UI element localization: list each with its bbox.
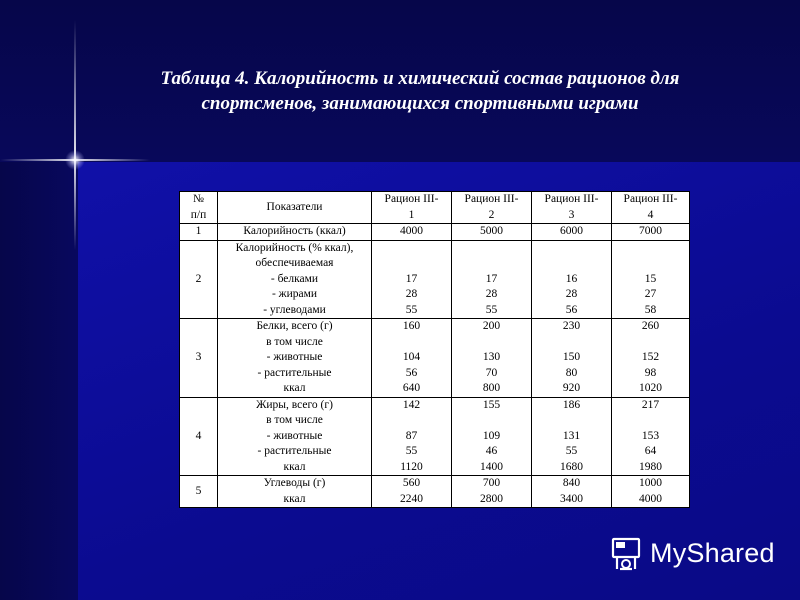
indicator-line: Калорийность (% ккал), — [235, 241, 354, 254]
value-line: 7000 — [639, 225, 662, 237]
value-line — [374, 256, 449, 272]
indicator-line: - растительные — [257, 366, 332, 379]
value-line — [534, 413, 609, 429]
value-line: 3400 — [560, 492, 583, 505]
value-line: 58 — [644, 303, 657, 316]
value-line: 16 — [565, 272, 578, 285]
value-line: 155 — [482, 398, 501, 411]
column-header — [218, 192, 372, 224]
value-line: 87 — [405, 429, 418, 442]
value-line: 15 — [644, 272, 657, 285]
column-header — [372, 192, 452, 224]
slide-title-line-1: Таблица 4. Калорийность и химический состав рационов для — [160, 68, 680, 89]
value-cell — [452, 319, 532, 398]
value-line: 1400 — [480, 460, 503, 473]
value-line — [454, 241, 529, 257]
indicator-line: - жирами — [271, 288, 318, 300]
value-cell — [452, 224, 532, 241]
value-line: 17 — [485, 272, 498, 285]
value-line: 230 — [562, 320, 581, 332]
row-number: 2 — [180, 240, 218, 319]
value-cell — [452, 476, 532, 508]
indicator-line: - растительные — [257, 445, 332, 457]
value-line: 1020 — [639, 382, 662, 394]
value-line: 640 — [402, 382, 421, 394]
value-line — [614, 335, 687, 351]
table-header-row — [180, 192, 690, 224]
value-line: 4000 — [400, 225, 423, 237]
value-cell — [372, 240, 452, 319]
value-line: 28 — [565, 288, 578, 300]
left-background-strip — [0, 162, 78, 600]
table-row — [180, 476, 690, 508]
star-flare-vertical — [74, 20, 76, 250]
indicator-line: - углеводами — [263, 303, 326, 316]
indicator-line: - животные — [266, 351, 323, 363]
value-line: 186 — [562, 398, 581, 411]
table-row — [180, 319, 690, 398]
indicator-line: ккал — [283, 460, 306, 473]
column-header-line: Показатели — [266, 200, 323, 213]
table-row — [180, 240, 690, 319]
value-line: 4000 — [639, 492, 662, 505]
value-cell — [452, 397, 532, 476]
value-line: 28 — [485, 288, 498, 300]
value-line — [454, 335, 529, 351]
indicator-line: Белки, всего (г) — [256, 320, 333, 332]
indicator-cell — [218, 224, 372, 241]
indicator-line: ккал — [283, 382, 306, 394]
value-cell — [372, 224, 452, 241]
value-cell — [372, 476, 452, 508]
table-row — [180, 397, 690, 476]
value-line: 46 — [485, 445, 498, 457]
value-line: 1120 — [400, 460, 423, 473]
indicator-cell — [218, 397, 372, 476]
value-line: 1000 — [639, 477, 662, 489]
row-number: 3 — [180, 319, 218, 398]
slide-title — [90, 66, 750, 116]
value-line: 56 — [565, 303, 578, 316]
column-header-line: Рацион III- — [544, 193, 599, 205]
column-header — [532, 192, 612, 224]
value-line: 200 — [482, 320, 501, 332]
column-header-line: 3 — [568, 208, 575, 221]
value-line: 160 — [402, 320, 421, 332]
value-line — [534, 335, 609, 351]
value-line: 700 — [482, 477, 501, 489]
indicator-cell — [218, 319, 372, 398]
value-line: 55 — [405, 303, 418, 316]
row-number: 1 — [180, 224, 218, 241]
value-line: 6000 — [560, 225, 583, 237]
myshared-logo — [606, 536, 786, 574]
value-line — [454, 413, 529, 429]
value-line: 150 — [562, 351, 581, 363]
value-cell — [612, 397, 690, 476]
column-header-line: 2 — [488, 208, 495, 221]
value-line: 2800 — [480, 492, 503, 505]
value-cell — [532, 224, 612, 241]
indicator-line: - животные — [266, 429, 323, 442]
value-line — [374, 413, 449, 429]
column-header-line: № — [193, 193, 204, 205]
value-line: 131 — [562, 429, 581, 442]
column-header-line: Рацион III- — [384, 193, 439, 205]
value-cell — [372, 319, 452, 398]
value-line: 217 — [641, 398, 660, 411]
logo-text: MyShared — [650, 538, 775, 568]
value-line: 153 — [641, 429, 660, 442]
value-line: 55 — [565, 445, 578, 457]
value-cell — [532, 319, 612, 398]
value-line: 2240 — [400, 492, 423, 505]
value-line — [614, 256, 687, 272]
value-line: 1980 — [639, 460, 662, 473]
value-cell — [532, 240, 612, 319]
star-glow — [65, 150, 85, 170]
column-header-line: п/п — [190, 208, 207, 221]
value-cell — [612, 476, 690, 508]
value-line — [374, 241, 449, 257]
indicator-line: в том числе — [266, 414, 323, 426]
column-header — [452, 192, 532, 224]
value-cell — [532, 476, 612, 508]
value-line: 142 — [402, 398, 421, 411]
value-cell — [612, 240, 690, 319]
value-cell — [372, 397, 452, 476]
value-line — [534, 241, 609, 257]
value-line: 152 — [641, 351, 660, 363]
value-cell — [532, 397, 612, 476]
value-line: 98 — [644, 366, 657, 379]
value-line: 80 — [565, 366, 578, 379]
value-line: 840 — [562, 477, 581, 489]
value-cell — [452, 240, 532, 319]
column-header — [612, 192, 690, 224]
presentation-board-icon — [606, 536, 646, 574]
indicator-line: Жиры, всего (г) — [256, 398, 333, 411]
indicator-line: обеспечиваемая — [255, 257, 334, 269]
value-line — [614, 413, 687, 429]
column-header — [180, 192, 218, 224]
value-line: 104 — [402, 351, 421, 363]
row-number: 4 — [180, 397, 218, 476]
value-line: 5000 — [480, 225, 503, 237]
value-cell — [612, 224, 690, 241]
indicator-line: в том числе — [266, 335, 323, 348]
value-line: 17 — [405, 272, 418, 285]
value-line: 55 — [485, 303, 498, 316]
column-header-line: 4 — [647, 208, 654, 221]
column-header-line: Рацион III- — [623, 193, 678, 205]
indicator-cell — [218, 476, 372, 508]
value-line: 130 — [482, 351, 501, 363]
indicator-line: Калорийность (ккал) — [243, 225, 346, 237]
value-line — [454, 256, 529, 272]
value-line: 70 — [485, 366, 498, 379]
value-line: 560 — [402, 477, 421, 489]
column-header-line: Рацион III- — [464, 193, 519, 205]
value-line — [614, 241, 687, 257]
value-line: 28 — [405, 288, 418, 300]
value-line: 800 — [482, 382, 501, 394]
value-line: 64 — [644, 445, 657, 457]
indicator-line: - белками — [270, 272, 319, 285]
ration-table — [179, 191, 690, 508]
indicator-line: Углеводы (г) — [263, 477, 326, 489]
value-line — [534, 256, 609, 272]
value-line: 920 — [562, 382, 581, 394]
column-header-line: 1 — [408, 208, 415, 221]
row-number: 5 — [180, 476, 218, 508]
value-line: 27 — [644, 288, 657, 300]
value-line: 260 — [641, 320, 660, 332]
slide-title-line-2: спортсменов, занимающихся спортивными играми — [201, 93, 639, 114]
indicator-cell — [218, 240, 372, 319]
value-line — [374, 335, 449, 351]
table-row — [180, 224, 690, 241]
indicator-line: ккал — [283, 492, 306, 505]
value-line: 55 — [405, 445, 418, 457]
value-cell — [612, 319, 690, 398]
value-line: 56 — [405, 366, 418, 379]
value-line: 109 — [482, 429, 501, 442]
value-line: 1680 — [560, 460, 583, 473]
